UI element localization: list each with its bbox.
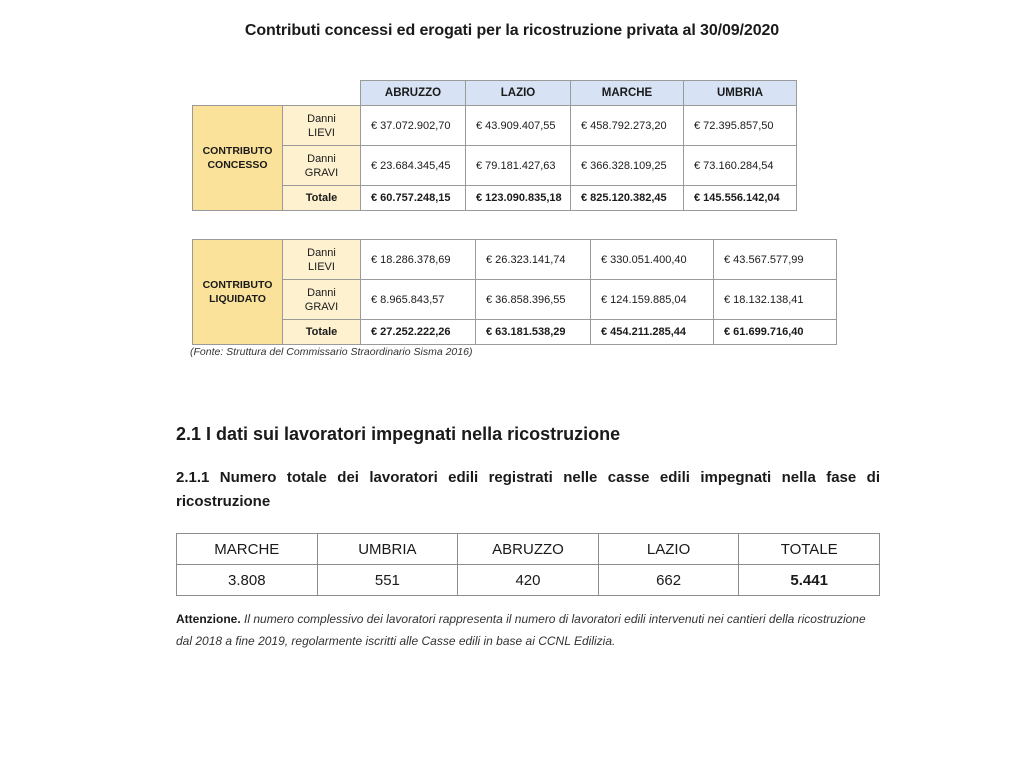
- value-cell: € 458.792.273,20: [571, 106, 684, 146]
- group-label-line: CONTRIBUTO: [202, 145, 273, 157]
- region-header-marche: MARCHE: [571, 81, 684, 106]
- total-cell: € 60.757.248,15: [361, 186, 466, 211]
- row-label-line: Danni: [307, 286, 336, 299]
- note-text: Il numero complessivo dei lavoratori rappresenta il numero di lavoratori edili intervenuti nei cantieri della ricostruzione dal 2018 a fine 2019, regolarmente iscritti alle Casse edili in base ai CCNL Edilizia.: [176, 612, 866, 648]
- value-cell: € 26.323.141,74: [476, 240, 591, 280]
- subsection-heading: 2.1.1 Numero totale dei lavoratori edili registrati nelle casse edili impegnati nella fase di ricostruzione: [176, 469, 880, 510]
- workers-header-row: [177, 534, 880, 565]
- group-label-line: CONCESSO: [207, 159, 268, 171]
- table-row: [193, 240, 837, 280]
- workers-value-cell: 662: [598, 565, 739, 596]
- region-header-row: [193, 81, 797, 106]
- table-row: [193, 280, 837, 320]
- workers-header-cell: MARCHE: [177, 534, 318, 565]
- source-note: (Fonte: Struttura del Commissario Straordinario Sisma 2016): [190, 346, 473, 358]
- total-cell: € 145.556.142,04: [684, 186, 797, 211]
- row-label-totale: Totale: [283, 186, 361, 211]
- value-cell: € 72.395.857,50: [684, 106, 797, 146]
- empty-header-cell: [283, 81, 361, 106]
- value-cell: € 366.328.109,25: [571, 146, 684, 186]
- attention-note: [176, 608, 880, 652]
- row-label-line: GRAVI: [304, 166, 339, 179]
- value-cell: € 43.567.577,99: [714, 240, 837, 280]
- row-label-gravi: [283, 146, 361, 186]
- group-label-concesso: [193, 106, 283, 211]
- row-label-line: LIEVI: [308, 126, 335, 139]
- workers-value-cell: 3.808: [177, 565, 318, 596]
- total-row: [193, 320, 837, 345]
- value-cell: € 18.132.138,41: [714, 280, 837, 320]
- group-label-line: CONTRIBUTO: [202, 279, 273, 291]
- value-cell: € 23.684.345,45: [361, 146, 466, 186]
- value-cell: € 18.286.378,69: [361, 240, 476, 280]
- row-label-line: Danni: [307, 112, 336, 125]
- total-cell: € 63.181.538,29: [476, 320, 591, 345]
- region-header-abruzzo: ABRUZZO: [361, 81, 466, 106]
- value-cell: € 8.965.843,57: [361, 280, 476, 320]
- row-label-line: GRAVI: [304, 300, 339, 313]
- group-label-liquidato: [193, 240, 283, 345]
- workers-total-cell: 5.441: [739, 565, 880, 596]
- workers-table: [176, 533, 880, 596]
- group-label-line: LIQUIDATO: [209, 293, 266, 305]
- total-cell: € 123.090.835,18: [466, 186, 571, 211]
- total-cell: € 825.120.382,45: [571, 186, 684, 211]
- row-label-line: Danni: [307, 152, 336, 165]
- contributo-liquidato-table: [192, 239, 837, 345]
- workers-value-cell: 551: [317, 565, 458, 596]
- total-cell: € 61.699.716,40: [714, 320, 837, 345]
- table-row: [193, 146, 797, 186]
- table-title: Contributi concessi ed erogati per la ricostruzione privata al 30/09/2020: [244, 22, 780, 39]
- row-label-gravi: [283, 280, 361, 320]
- note-label: Attenzione.: [176, 612, 241, 626]
- workers-header-cell: ABRUZZO: [458, 534, 599, 565]
- row-label-totale: Totale: [283, 320, 361, 345]
- region-header-umbria: UMBRIA: [684, 81, 797, 106]
- empty-header-cell: [193, 81, 283, 106]
- workers-value-row: [177, 565, 880, 596]
- workers-header-cell: LAZIO: [598, 534, 739, 565]
- value-cell: € 43.909.407,55: [466, 106, 571, 146]
- value-cell: € 73.160.284,54: [684, 146, 797, 186]
- value-cell: € 37.072.902,70: [361, 106, 466, 146]
- section-heading: 2.1 I dati sui lavoratori impegnati nella ricostruzione: [176, 424, 621, 444]
- workers-value-cell: 420: [458, 565, 599, 596]
- row-label-line: Danni: [307, 246, 336, 259]
- total-row: [193, 186, 797, 211]
- workers-header-cell: UMBRIA: [317, 534, 458, 565]
- row-label-lievi: [283, 240, 361, 280]
- workers-header-cell: TOTALE: [739, 534, 880, 565]
- total-cell: € 454.211.285,44: [591, 320, 714, 345]
- value-cell: € 79.181.427,63: [466, 146, 571, 186]
- row-label-lievi: [283, 106, 361, 146]
- value-cell: € 36.858.396,55: [476, 280, 591, 320]
- contributo-concesso-table: [192, 80, 797, 211]
- row-label-line: LIEVI: [308, 260, 335, 273]
- total-cell: € 27.252.222,26: [361, 320, 476, 345]
- value-cell: € 330.051.400,40: [591, 240, 714, 280]
- value-cell: € 124.159.885,04: [591, 280, 714, 320]
- table-row: [193, 106, 797, 146]
- region-header-lazio: LAZIO: [466, 81, 571, 106]
